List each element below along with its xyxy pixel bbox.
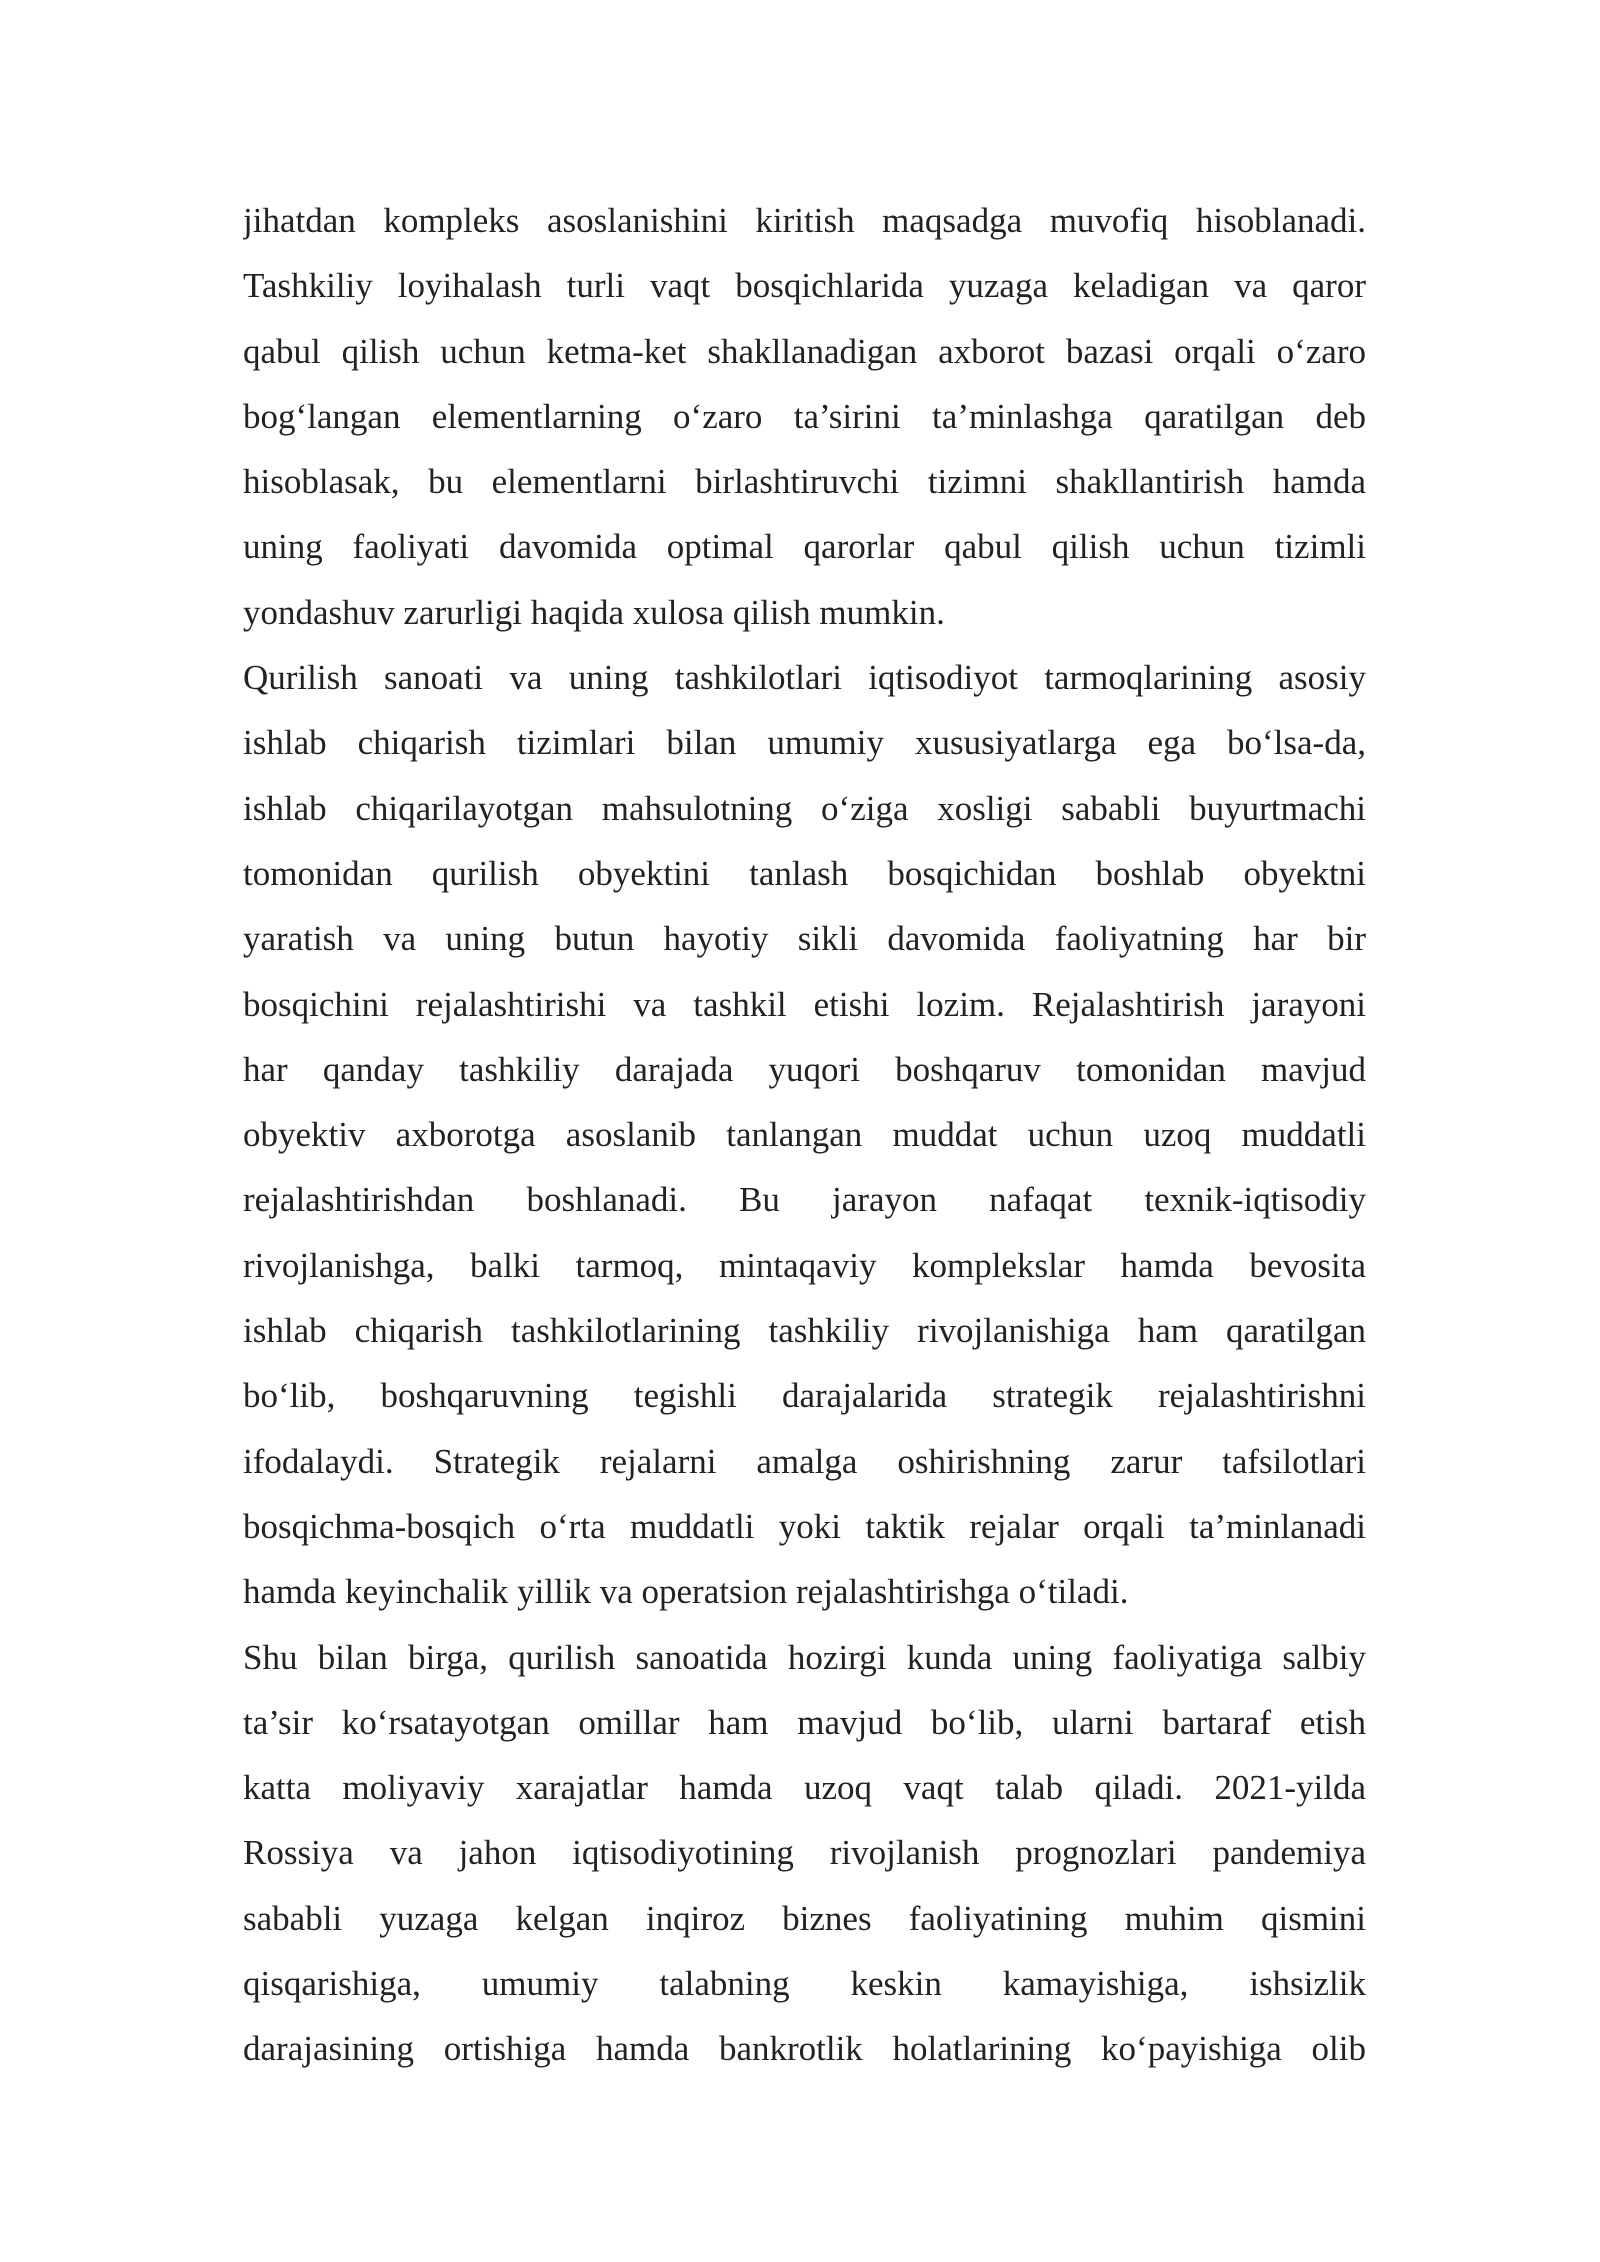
text-line: obyektiv axborotga asoslanib tanlangan muddat uchun uzoq muddatli (243, 1115, 1366, 1155)
text-line: yaratish va uning butun hayotiy sikli davomida faoliyatning har bir (243, 919, 1366, 959)
text-line: uning faoliyati davomida optimal qarorlar qabul qilish uchun tizimli (243, 527, 1366, 567)
text-line: Shu bilan birga, qurilish sanoatida hozirgi kunda uning faoliyatiga salbiy (243, 1637, 1366, 1677)
text-line: rivojlanishga, balki tarmoq, mintaqaviy komplekslar hamda bevosita (243, 1245, 1366, 1285)
text-line: ishlab chiqarish tashkilotlarining tashkiliy rivojlanishiga ham qaratilgan (243, 1311, 1366, 1351)
text-line: sababli yuzaga kelgan inqiroz biznes faoliyatining muhim qismini (243, 1898, 1366, 1938)
text-line: bosqichma-bosqich o‘rta muddatli yoki taktik rejalar orqali ta’minlanadi (243, 1506, 1366, 1546)
text-line: ifodalaydi. Strategik rejalarni amalga oshirishning zarur tafsilotlari (243, 1441, 1366, 1481)
text-line: yondashuv zarurligi haqida xulosa qilish mumkin. (243, 592, 945, 632)
text-line: katta moliyaviy xarajatlar hamda uzoq vaqt talab qiladi. 2021-yilda (243, 1768, 1366, 1808)
text-line: qabul qilish uchun ketma-ket shakllanadigan axborot bazasi orqali o‘zaro (243, 331, 1366, 371)
text-line: hamda keyinchalik yillik va operatsion rejalashtirishga o‘tiladi. (243, 1572, 1129, 1612)
text-line: ta’sir ko‘rsatayotgan omillar ham mavjud bo‘lib, ularni bartaraf etish (243, 1702, 1366, 1742)
text-line: ishlab chiqarish tizimlari bilan umumiy xususiyatlarga ega bo‘lsa-da, (243, 723, 1366, 763)
text-line: ishlab chiqarilayotgan mahsulotning o‘ziga xosligi sababli buyurtmachi (243, 788, 1366, 828)
text-line: Qurilish sanoati va uning tashkilotlari iqtisodiyot tarmoqlarining asosiy (243, 658, 1366, 698)
text-line: har qanday tashkiliy darajada yuqori boshqaruv tomonidan mavjud (243, 1049, 1366, 1089)
document-body-text (243, 188, 1366, 2082)
text-line: qisqarishiga, umumiy talabning keskin kamayishiga, ishsizlik (243, 1964, 1366, 2004)
text-line: bog‘langan elementlarning o‘zaro ta’sirini ta’minlashga qaratilgan deb (243, 396, 1366, 436)
text-line: rejalashtirishdan boshlanadi. Bu jarayon nafaqat texnik-iqtisodiy (243, 1180, 1366, 1220)
text-line: hisoblasak, bu elementlarni birlashtiruvchi tizimni shakllantirish hamda (243, 462, 1366, 502)
text-line: Tashkiliy loyihalash turli vaqt bosqichlarida yuzaga keladigan va qaror (243, 266, 1366, 306)
text-line: jihatdan kompleks asoslanishini kiritish maqsadga muvofiq hisoblanadi. (243, 201, 1366, 240)
text-line: bosqichini rejalashtirishi va tashkil etishi lozim. Rejalashtirish jarayoni (243, 984, 1366, 1024)
text-line: tomonidan qurilish obyektini tanlash bosqichidan boshlab obyektni (243, 853, 1366, 893)
text-line: Rossiya va jahon iqtisodiyotining rivojlanish prognozlari pandemiya (243, 1833, 1366, 1873)
text-line: darajasining ortishiga hamda bankrotlik holatlarining ko‘payishiga olib (243, 2029, 1366, 2069)
text-line: bo‘lib, boshqaruvning tegishli darajalarida strategik rejalashtirishni (243, 1376, 1366, 1416)
